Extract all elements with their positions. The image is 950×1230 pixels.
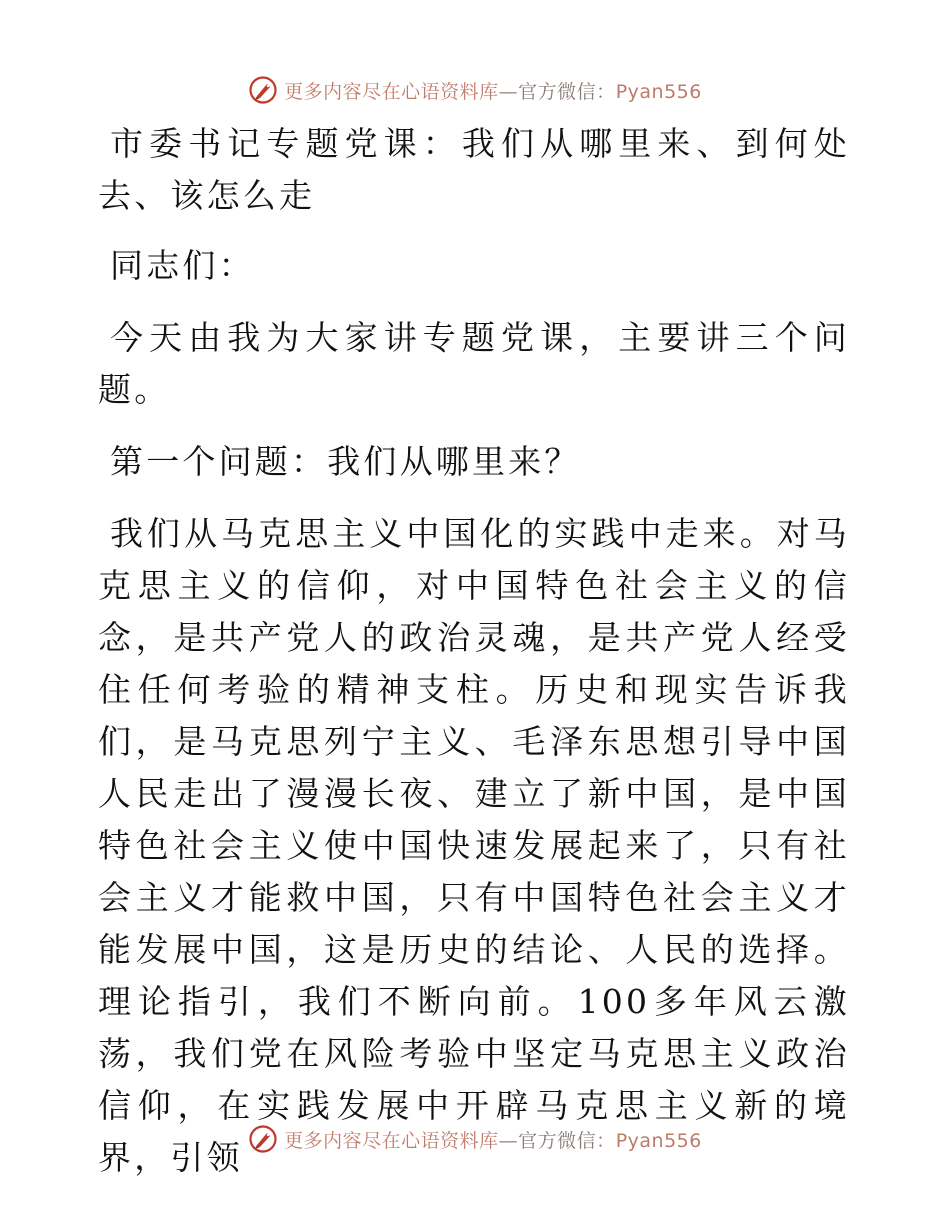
watermark-brand: 更多内容尽在心语资料库 xyxy=(284,1129,499,1152)
watermark-separator: — xyxy=(498,1129,519,1152)
watermark-separator: — xyxy=(498,80,519,103)
greeting: 同志们： xyxy=(110,246,255,285)
watermark-wechat-label: 官方微信： xyxy=(518,1129,616,1152)
pen-nib-logo-icon xyxy=(248,75,278,105)
intro-paragraph: 今天由我为大家讲专题党课，主要讲三个问题。 xyxy=(98,318,850,409)
pen-nib-logo-icon xyxy=(248,1124,278,1154)
footer-watermark xyxy=(0,1121,950,1157)
watermark-wechat-label: 官方微信： xyxy=(518,80,616,103)
watermark-brand: 更多内容尽在心语资料库 xyxy=(284,80,499,103)
document-body xyxy=(98,118,850,1184)
watermark-text xyxy=(284,77,702,104)
watermark-wechat-id: Pyan556 xyxy=(615,1129,702,1152)
body-paragraph: 我们从马克思主义中国化的实践中走来。对马克思主义的信仰，对中国特色社会主义的信念，是共产党人的政治灵魂，是共产党人经受住任何考验的精神支柱。历史和现实告诉我们，是马克思列宁主义、毛泽东思想引导中国人民走出了漫漫长夜、建立了新中国，是中国特色社会主义使中国快速发展起来了，只有社会主义才能救中国，只有中国特色社会主义才能发展中国，这是历史的结论、人民的选择。理论指引，我们不断向前。100多年风云激荡，我们党在风险考验中坚定马克思主义政治信仰，在实践发展中开辟马克思主义新的境界，引领 xyxy=(98,514,850,1177)
watermark-wechat-id: Pyan556 xyxy=(615,80,702,103)
header-watermark xyxy=(0,72,950,108)
question-heading: 第一个问题：我们从哪里来？ xyxy=(110,442,581,481)
watermark-text xyxy=(284,1126,702,1153)
document-title: 市委书记专题党课：我们从哪里来、到何处去、该怎么走 xyxy=(98,124,850,215)
